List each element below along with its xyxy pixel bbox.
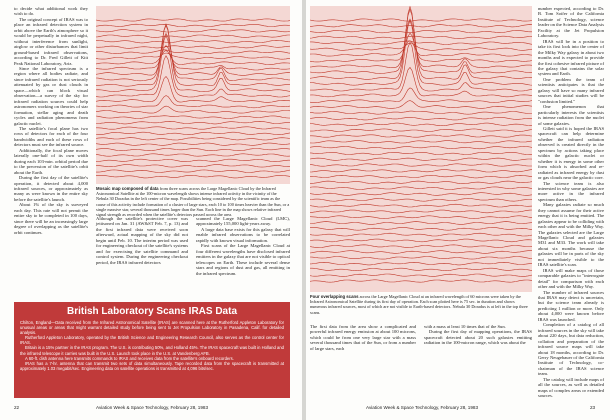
trace-line [310,239,532,242]
trace-line [310,19,532,68]
trace-line [310,41,532,45]
trace-line [96,165,290,168]
paragraph: During the first day of mapping operations, the IRAS spacecraft detected about 20 such galaxies emitting radiation in the 100-micron range, which was about the [424,329,532,346]
mosaic-caption-lead: Mosaic map composed of data [96,186,159,191]
paragraph: scanned the Large Magellanic Cloud (LMC), approximately 155,000 light-years away. [196,216,290,227]
paragraph: Completion of a catalog of all infrared sources in the sky will take about 220 days, but data reduction, collation and preparation of the infrared source maps will take about 18 months, according to Dr. Gerry Neugebauer of the California Institute of Technology, co-chairman of the IRAS science team. [538,322,604,377]
trace-line [310,152,532,154]
trace-line [96,35,290,37]
trace-line [310,251,532,254]
mosaic-trace-plot [96,6,290,184]
trace-line [310,222,532,225]
trace-line [310,181,532,184]
trace-line [96,154,290,156]
trace-line [310,117,532,120]
trace-line [310,164,532,166]
paragraph: Rutherford Appleton Laboratory, operated by the British Science and Engineering Research Council, also serves as the control center for IRAS. [20,335,284,346]
paragraph: Since the infrared spectrum is a region where all bodies radiate, and since infrared radiation is not seriously attenuated by gas or dust clouds in space—which can block visual observation—a survey of the sky for infrared radiation sources could help astronomers working on theories of star formation, stellar aging and death cycles and radiation phenomena from galactic nuclei. [14,65,88,126]
scans-caption [310,294,532,320]
paragraph: Gillett said it is hoped the IRAS spacecraft can help determine whether the infrared radiation observed is created directly in the spectrum by actions taking place within the galactic nuclei or whether it is energy in some other form which is absorbed and re-radiated as infrared energy by dust or gas clouds near the galactic core. [538,125,604,181]
left-publication-line: Aviation Week & Space Technology, February 28, 1983 [96,405,209,410]
sidebar-box [14,302,290,398]
trace-line [310,175,532,178]
trace-line [96,24,290,26]
sidebar-title: British Laboratory Scans IRAS Data [66,306,238,317]
mosaic-caption [96,186,290,218]
trace-line [96,19,290,21]
trace-line [96,77,290,103]
paragraph: Additionally, the focal plane moves laterally one-half of its own width during each 103-min. orbital period due to the precession of the satellite's orbit about the Earth. [14,147,88,175]
trace-line [310,158,532,160]
trace-line [96,40,290,43]
trace-line [310,36,532,38]
right-publication-line: Aviation Week & Space Technology, February 28, 1983 [366,405,479,410]
trace-line [310,280,532,282]
trace-line [310,43,532,50]
article-column-3 [196,216,290,300]
scans-trace-plot [310,6,532,292]
paragraph: Many galaxies radiate so much they cannot assume for their active energy that it is being emitted. The galaxies appear to be colliding with each other and with the Milky Way. The galaxies selected are the Large Magellanic Cloud and galaxies M31 and M33. The work will take about six months because the galaxies will be in parts of the sky not immediately visible to the IRAS satellite's scan. [538,202,604,268]
trace-line [310,10,532,74]
trace-line [96,143,290,145]
paragraph: IRAS will be in a position to take its first look into the center of the Milky Way galaxy in about two months and is expected to provide the first cohesive infrared picture of the galaxy that contains the solar system and Earth. [538,38,604,77]
scans-caption-lead: Four overlapping scans [310,294,359,299]
trace-line [310,30,532,32]
mosaic-caption-text: from three scans across the Large Magellanic Cloud by the Infrared Astronomical Satellite at the 100-micron wavelength shows intense infrared activity in the vicinity of the Nebula 30 Doradus in the left center of the map. Possibilities being considered by the scientific team as the cause of this activity include formation of a cluster of large stars, each 10 to 100 times heavier than the Sun, or a single massive star, several thousand times larger than the Sun. Each line in the map shows relative infrared signal strength as recorded when the satellite's detectors passed across the area. [96,186,290,218]
trace-line [310,257,532,260]
trace-line [310,25,532,27]
paragraph: During the first day of the satellite's operation, it detected about 4,000 infrared sources, or approximately as many as were known in the entire sky before the satellite's launch. [14,175,88,202]
trace-line [96,116,290,119]
trace-line [96,46,290,70]
trace-line [310,210,532,213]
trace-line [310,123,532,126]
paragraph: Britain is a 15% partner in the IRAS program. The U.S. is contributing 50%, and Holland 45%. The IRAS spacecraft was built in Holland and the infrared telescope it carries was built in the U.S. Launch took place in the U.S. at Vandenberg AFB. [20,345,284,356]
trace-line [310,227,532,230]
scans-caption-text: across the Large Magellanic Cloud at an infrared wavelength of 60 microns were taken by the Infrared Astronomical Satellite during its first day of operation. Each scan plotted here is 75 sec. in duration and shows numerous infrared sources, most of which are not visible to Earth-based detectors. Nebula 30 Doradus is at left in the top three scans. [310,294,528,315]
paragraph: The catalog will include maps of all the sources, as well as detailed maps of complex areas or extended sources. [538,376,604,399]
paragraph: First scans of the Large Magellanic Cloud at four different wavelengths have disclosed infrared emitters in the galaxy that are not visible to optical telescopes on Earth. These include several dense stars and regions of dust and gas, all emitting in the infrared spectrum. [196,243,290,276]
paragraph: The number of infrared sources that IRAS may detect is uncertain, but the science team already is predicting 1 million or more. Only about 4,000 were known before IRAS was launched. [538,289,604,322]
trace-line [96,53,290,59]
trace-line [96,159,290,161]
paragraph: IRAS will make maps of those comparable galaxies to "interrogate detail" for comparison with each other and with the Milky Way. [538,267,604,290]
trace-line [96,46,290,49]
trace-line [310,245,532,248]
trace-line [310,193,532,196]
trace-line [310,135,532,137]
paragraph: One phenomenon that particularly interests the scientists is intense radiation from the nuclei of some galaxies. [538,104,604,126]
trace-line [310,274,532,276]
paragraph: The science team is also interested in why some galaxies are more active in the infrared spectrum than others. [538,180,604,202]
paragraph: Chilton, England—Data received from the Infrared Astronomical Satellite (IRAS) are scanned here at the Rutherford Appleton Laboratory for unusual areas or areas that might warrant detailed study before being sent to Jet Propulsion Laboratory in Pasadena, Calif. for detailed analysis. [20,320,284,336]
trace-line [96,24,290,86]
trace-line [310,141,532,143]
trace-line [96,50,290,54]
paragraph: One problem the team of scientists anticipates is that the galaxy will have so many infrared sources that initial studies will be "confusion limited." [538,76,604,104]
right-article-column-2 [424,324,532,400]
sidebar-body [20,320,284,371]
paragraph: Although the satellite's protective cover was jettisoned on Jan. 31 (AW&ST Feb. 7, p. 13) and the first infrared data were received soon afterward, actual mapping of the sky did not begin until Feb. 10. The interim period was used for engineering checkout of the satellite's systems and for exercising the satellite command and control system. During the engineering checkout period, the IRAS infrared detectors [96,216,188,265]
paragraph: to decide what additional work they wish to do. [14,6,88,17]
paragraph: The original concept of IRAS was to place an infrared detection system in orbit above the Earth's atmosphere so it would be perpetually in infrared night, without interference from sunlight, airglow or other disturbances that limit ground-based infrared observations, according to Dr. Fred Gillett of Kitt Peak National Laboratory, Ariz. [14,16,88,66]
right-article-column-3 [538,6,604,400]
trace-line [310,204,532,207]
trace-line [310,111,532,114]
trace-line [96,132,290,134]
paragraph: A large data base exists for this galaxy that will enable infrared observations to be correlated rapidly with known visual information. [196,226,290,243]
trace-line [310,129,532,132]
trace-line [96,138,290,140]
trace-line [96,149,290,151]
article-column-1 [14,6,88,296]
trace-line [310,21,532,86]
trace-line [310,19,532,21]
paragraph: A 60-ft. dish antenna here transmits commands to IRAS and receives data from the satellite's onboard recorders. [25,355,234,361]
trace-line [310,198,532,201]
trace-line [96,170,290,173]
right-page [306,0,610,420]
paragraph: The satellite's focal plane has two rows of detectors for each of the four bandwidths and each of these rows of detectors must see the infrared source. [14,125,88,148]
trace-line [96,121,290,124]
paragraph: number expected, according to Dr. B. Tom Soifer of the California Institute of Technology, science leader on the Science Data Analysis Facility at the Jet Propulsion Laboratory. [538,6,604,39]
lmc-mosaic-map [96,6,290,184]
article-column-2 [96,216,188,300]
trace-line [96,175,290,178]
trace-line [310,268,532,271]
paragraph: About 1% of the sky is surveyed each day. This rate will not permit the entire sky to be completed in 100 days, since there will be an increasingly large degree of overlapping as the satellite's orbit continues. [14,202,88,235]
trace-line [96,30,290,32]
right-article-column-1 [310,324,416,400]
trace-line [310,262,532,265]
paragraph: The first data from the area show a complicated and powerful infrared energy emission at about 100 microns, which could be from one very large star with a mass several thousand times that of the Sun, or from a number of large stars, each [310,324,416,351]
left-page-number: 22 [14,405,20,410]
trace-line [310,146,532,148]
right-page-number: 23 [590,405,596,410]
trace-line [96,127,290,129]
trace-line [310,170,532,172]
trace-line [310,216,532,219]
left-page [0,0,302,420]
four-scans-plot [310,6,532,292]
trace-line [96,26,290,81]
paragraph: with a mass at least 10 times that of the Sun. [424,324,506,329]
trace-line [310,187,532,190]
trace-line [310,233,532,236]
paragraph: IRAS has a 7-hr. antenna that can transmit two sets of data simultaneously. Tape recorded data from the spacecraft is transmitted at approximately 1.03 megabit/sec. Engineering data on satellite operations is transmitted at 4,096 bits/sec. [20,360,284,371]
